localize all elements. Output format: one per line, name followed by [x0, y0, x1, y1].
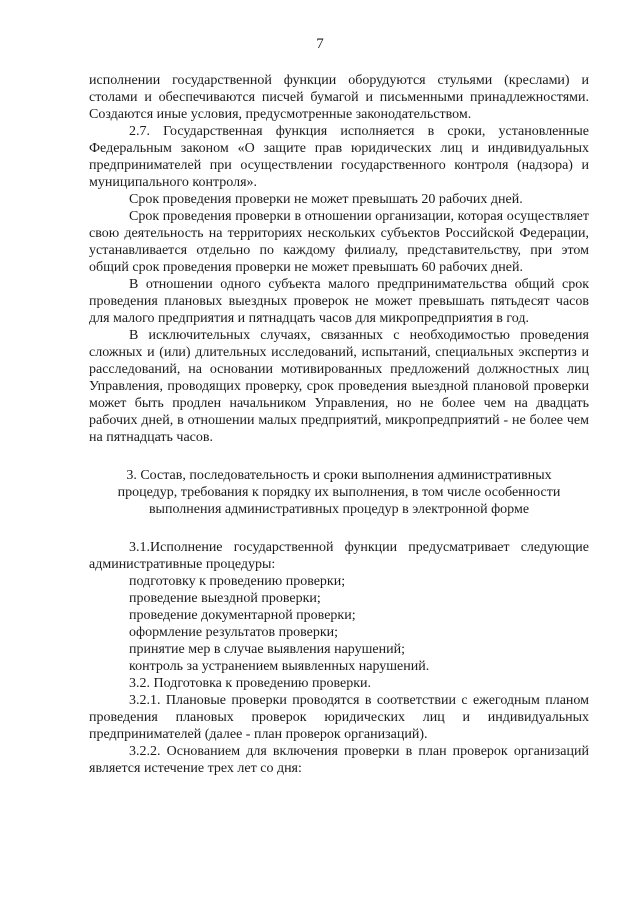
page-number: 7 [316, 36, 324, 52]
paragraph-3-2-1: 3.2.1. Плановые проверки проводятся в соответствии с ежегодным планом проведения плановых проверок юридических лиц и индивидуальных предпринимателей (далее - план проверок организаций). [89, 693, 589, 742]
procedure-item: принятие мер в случае выявления нарушений; [129, 642, 405, 657]
paragraph-2-7: 2.7. Государственная функция исполняется в сроки, установленные Федеральным законом «О защите прав юридических лиц и индивидуальных предпринимателей при осуществлении государственного контроля (надзора) и муниципального контроля». [89, 124, 589, 190]
paragraph-3-2-2: 3.2.2. Основанием для включения проверки в план проверок организаций является истечение трех лет со дня: [89, 744, 589, 776]
section-heading-line-1: 3. Состав, последовательность и сроки выполнения административных [126, 468, 552, 483]
paragraph-exceptional-cases: В исключительных случаях, связанных с необходимостью проведения сложных и (или) длительных исследований, испытаний, специальных экспертиз и расследований, на основании мотивированных предложений должностных лиц Управления, проводящих проверку, срок проведения выездной плановой проверки может быть продлен начальником Управления, но не более чем на двадцать рабочих дней, в отношении малых предприятий, микропредприятий - не более чем на пятнадцать часов. [89, 328, 589, 445]
paragraph-3-1: 3.1.Исполнение государственной функции предусматривает следующие административные процедуры: [89, 540, 589, 572]
procedure-item: оформление результатов проверки; [129, 625, 339, 640]
paragraph-3-2: 3.2. Подготовка к проведению проверки. [129, 676, 372, 691]
paragraph-multi-region: Срок проведения проверки в отношении организации, которая осуществляет свою деятельность на территориях нескольких субъектов Российской Федерации, устанавливается отдельно по каждому филиалу, представительству, при этом общий срок проведения проверки не может превышать 60 рабочих дней. [89, 209, 589, 275]
section-heading-line-2: процедур, требования к порядку их выполнения, в том числе особенности [117, 485, 561, 500]
section-heading-line-3: выполнения административных процедур в электронной форме [148, 502, 530, 517]
procedure-item: подготовку к проведению проверки; [129, 574, 346, 589]
paragraph-small-business: В отношении одного субъекта малого предпринимательства общий срок проведения плановых выездных проверок не может превышать пятьдесят часов для малого предприятия и пятнадцать часов для микропредприятия в год. [89, 277, 589, 326]
document-body [89, 72, 589, 777]
procedure-item: контроль за устранением выявленных нарушений. [129, 659, 430, 674]
procedure-item: проведение документарной проверки; [129, 608, 356, 623]
paragraph-term-limit: Срок проведения проверки не может превышать 20 рабочих дней. [129, 192, 523, 207]
procedure-item: проведение выездной проверки; [129, 591, 321, 606]
paragraph-continuation: исполнении государственной функции оборудуются стульями (креслами) и столами и обеспечиваются писчей бумагой и письменными принадлежностями. Создаются иные условия, предусмотренные законодательством. [89, 73, 589, 122]
